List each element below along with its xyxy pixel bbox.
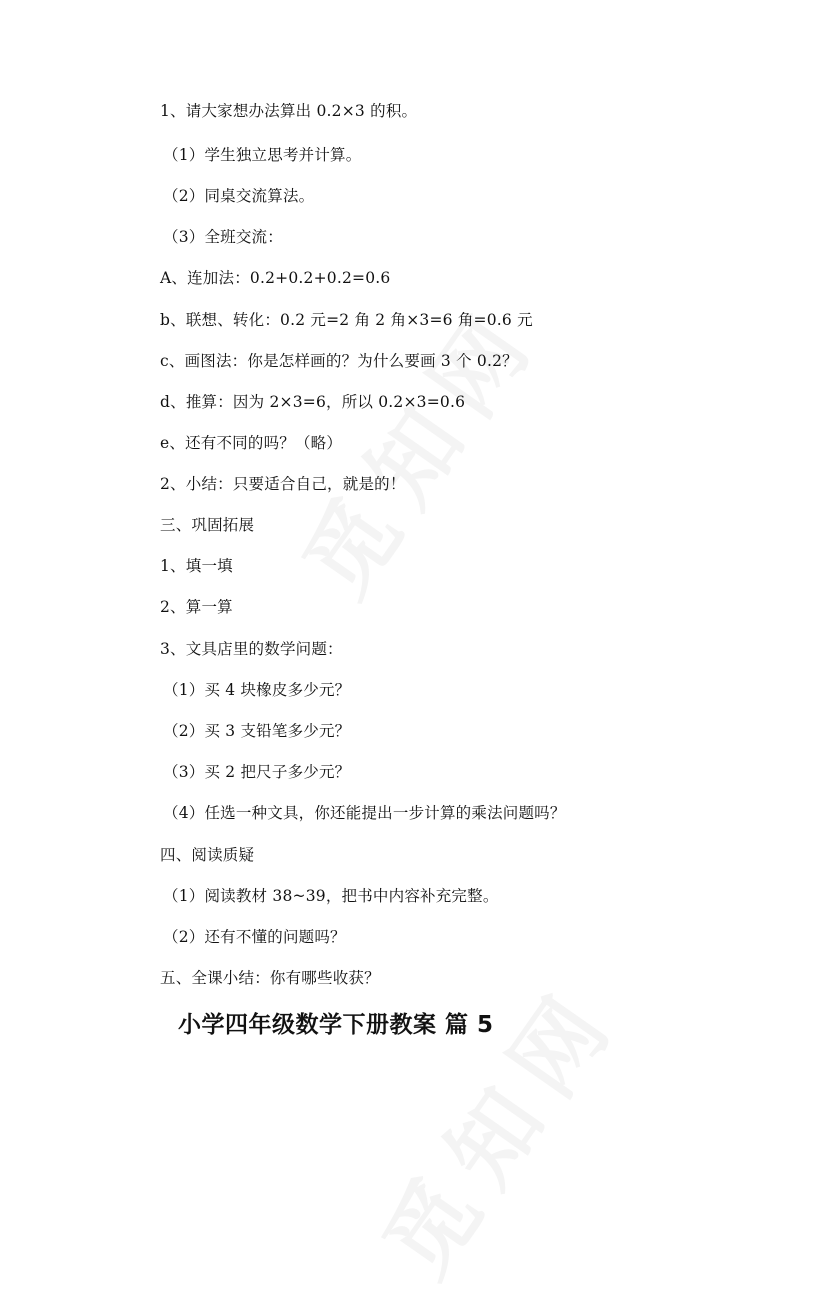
paragraph-line: （3）买 2 把尺子多少元？ (163, 763, 351, 781)
paragraph-line: e、还有不同的吗？（略） (160, 434, 343, 452)
paragraph-line: c、画图法：你是怎样画的？为什么要画 3 个 0.2？ (160, 352, 518, 370)
paragraph-line: （4）任选一种文具，你还能提出一步计算的乘法问题吗？ (163, 804, 566, 822)
paragraph-line: 3、文具店里的数学问题： (160, 640, 343, 658)
paragraph-line: （1）学生独立思考并计算。 (163, 146, 362, 164)
paragraph-line: 1、请大家想办法算出 0.2×3 的积。 (160, 102, 418, 120)
watermark-bottom (347, 953, 643, 1297)
document-heading: 小学四年级数学下册教案 篇 5 (178, 1012, 494, 1038)
paragraph-line: 2、算一算 (160, 598, 233, 616)
paragraph-line: A、连加法：0.2+0.2+0.2=0.6 (160, 269, 391, 287)
paragraph-line: （3）全班交流： (163, 228, 283, 246)
paragraph-line: （1）买 4 块橡皮多少元？ (163, 681, 351, 699)
paragraph-line: （2）还有不懂的问题吗？ (163, 928, 346, 946)
paragraph-line: （2）买 3 支铅笔多少元？ (163, 722, 351, 740)
section-title: 五、全课小结：你有哪些收获？ (160, 969, 380, 987)
paragraph-line: d、推算：因为 2×3=6，所以 0.2×3=0.6 (160, 393, 466, 411)
paragraph-line: 2、小结：只要适合自己，就是的！ (160, 475, 406, 493)
section-title: 四、阅读质疑 (160, 846, 255, 864)
paragraph-line: （1）阅读教材 38~39，把书中内容补充完整。 (163, 887, 499, 905)
paragraph-line: （2）同桌交流算法。 (163, 187, 315, 205)
paragraph-line: 1、填一填 (160, 557, 233, 575)
paragraph-line: b、联想、转化：0.2 元=2 角 2 角×3=6 角=0.6 元 (160, 311, 533, 329)
section-title: 三、巩固拓展 (160, 516, 255, 534)
